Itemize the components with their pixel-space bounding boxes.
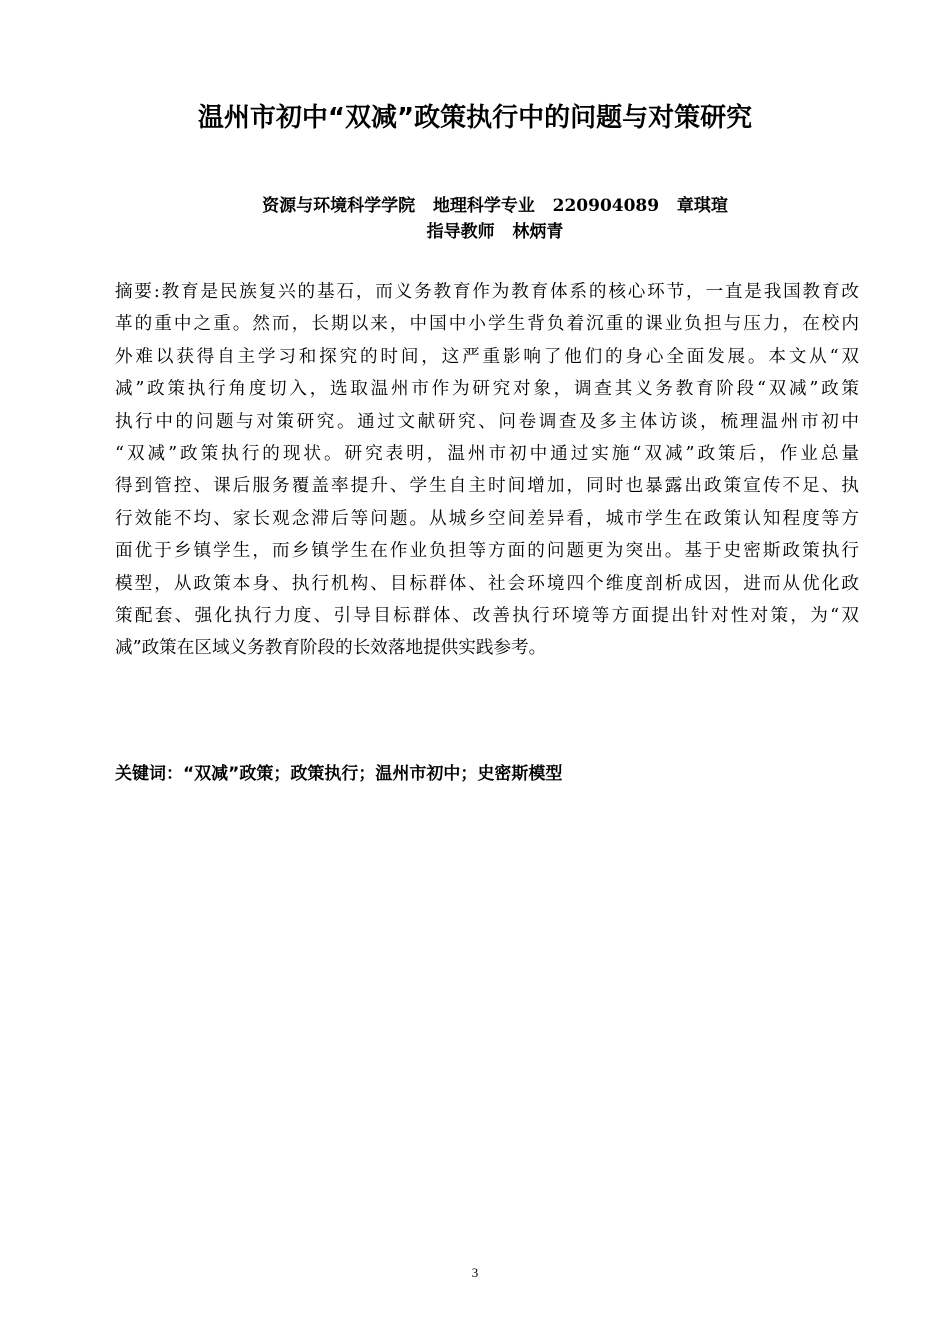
paper-title: 温州市初中“双减”政策执行中的问题与对策研究	[197, 103, 753, 133]
abstract-line: 摘要:教育是民族复兴的基石，而义务教育作为教育体系的核心环节，一直是我国教育改	[115, 282, 859, 302]
abstract-line: 执行中的问题与对策研究。通过文献研究、问卷调查及多主体访谈，梳理温州市初中	[115, 411, 859, 432]
abstract-line: 革的重中之重。然而，长期以来，中国中小学生背负着沉重的课业负担与压力，在校内	[115, 314, 859, 335]
abstract-line: 策配套、强化执行力度、引导目标群体、改善执行环境等方面提出针对性对策，为“双	[115, 605, 859, 626]
keywords: 关键词：“双减”政策；政策执行；温州市初中；史密斯模型	[115, 764, 563, 784]
abstract-line: 得到管控、课后服务覆盖率提升、学生自主时间增加，同时也暴露出政策宣传不足、执	[115, 476, 859, 497]
advisor-info: 指导教师 林炳青	[426, 222, 564, 242]
abstract-line: 减”政策执行角度切入，选取温州市作为研究对象，调查其义务教育阶段“双减”政策	[115, 379, 859, 400]
author-info: 资源与环境科学学院 地理科学专业 220904089 章琪瑄	[262, 196, 728, 216]
abstract-line: 行效能不均、家长观念滞后等问题。从城乡空间差异看，城市学生在政策认知程度等方	[115, 508, 859, 529]
abstract-line: 减”政策在区域义务教育阶段的长效落地提供实践参考。	[115, 638, 547, 659]
abstract-line: 面优于乡镇学生，而乡镇学生在作业负担等方面的问题更为突出。基于史密斯政策执行	[115, 541, 859, 562]
abstract-line: “双减”政策执行的现状。研究表明，温州市初中通过实施“双减”政策后，作业总量	[115, 443, 859, 464]
page-number: 3	[471, 1265, 479, 1280]
abstract	[115, 276, 859, 665]
abstract-line: 模型，从政策本身、执行机构、目标群体、社会环境四个维度剖析成因，进而从优化政	[115, 573, 859, 594]
abstract-line: 外难以获得自主学习和探究的时间，这严重影响了他们的身心全面发展。本文从“双	[115, 346, 859, 367]
